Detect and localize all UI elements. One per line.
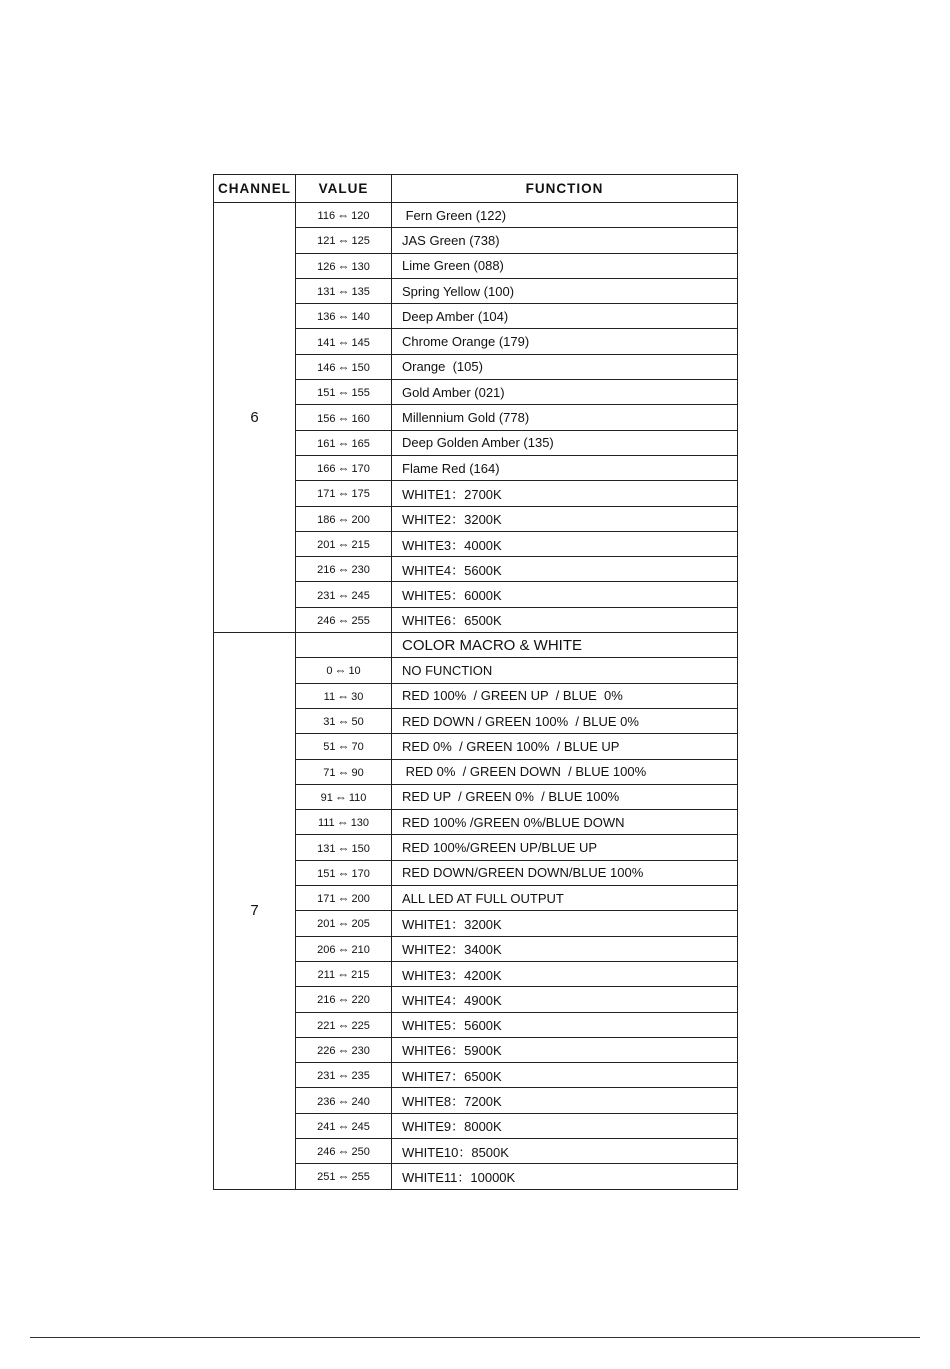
function-cell: Chrome Orange (179) bbox=[392, 329, 738, 354]
function-cell: WHITE6：6500K bbox=[392, 607, 738, 632]
range-to: 135 bbox=[351, 286, 370, 299]
double-arrow-icon: ⇔ bbox=[337, 461, 350, 476]
range-to: 175 bbox=[351, 488, 370, 501]
function-cell: JAS Green (738) bbox=[392, 228, 738, 253]
range-to: 240 bbox=[351, 1095, 370, 1108]
function-cell: Orange (105) bbox=[392, 354, 738, 379]
value-range-cell bbox=[296, 253, 392, 278]
range-from: 201 bbox=[317, 539, 336, 551]
range-to: 150 bbox=[351, 361, 370, 374]
double-arrow-icon: ⇔ bbox=[337, 537, 350, 551]
function-cell: WHITE7：6500K bbox=[392, 1063, 738, 1088]
range-to: 130 bbox=[350, 817, 370, 830]
value-range-cell bbox=[296, 683, 392, 708]
range-from: 201 bbox=[317, 918, 336, 931]
function-cell: WHITE5：6000K bbox=[392, 582, 738, 607]
range-from: 156 bbox=[317, 412, 336, 425]
range-to: 215 bbox=[351, 969, 370, 982]
double-arrow-icon: ⇔ bbox=[337, 891, 350, 906]
double-arrow-icon: ⇔ bbox=[337, 1068, 350, 1083]
range-from: 241 bbox=[317, 1120, 336, 1133]
double-arrow-icon: ⇔ bbox=[337, 385, 350, 400]
value-range-cell bbox=[296, 759, 392, 784]
header-channel: CHANNEL bbox=[214, 175, 296, 203]
range-to: 230 bbox=[351, 564, 370, 577]
double-arrow-icon: ⇔ bbox=[337, 208, 350, 223]
function-cell: RED UP / GREEN 0% / BLUE 100% bbox=[392, 784, 738, 809]
range-to: 120 bbox=[351, 210, 370, 223]
double-arrow-icon: ⇔ bbox=[337, 334, 350, 349]
header-function: FUNCTION bbox=[392, 175, 738, 203]
double-arrow-icon: ⇔ bbox=[337, 511, 350, 526]
value-range-cell bbox=[296, 1088, 392, 1113]
range-to: 10 bbox=[348, 665, 361, 678]
function-cell: WHITE9：8000K bbox=[392, 1113, 738, 1138]
value-range-cell bbox=[296, 886, 392, 911]
function-cell: RED 0% / GREEN DOWN / BLUE 100% bbox=[392, 759, 738, 784]
value-range-cell bbox=[296, 304, 392, 329]
double-arrow-icon: ⇔ bbox=[337, 967, 350, 982]
double-arrow-icon: ⇔ bbox=[337, 562, 350, 577]
function-cell: RED 100% / GREEN UP / BLUE 0% bbox=[392, 683, 738, 708]
range-from: 131 bbox=[317, 842, 336, 855]
function-cell: Fern Green (122) bbox=[392, 203, 738, 228]
value-range-cell bbox=[296, 1063, 392, 1088]
function-cell: RED DOWN/GREEN DOWN/BLUE 100% bbox=[392, 860, 738, 885]
range-to: 255 bbox=[351, 614, 370, 627]
value-range-cell bbox=[296, 228, 392, 253]
function-cell: WHITE6：5900K bbox=[392, 1037, 738, 1062]
value-range-cell bbox=[296, 1138, 392, 1163]
double-arrow-icon: ⇔ bbox=[337, 764, 350, 779]
function-cell: Millennium Gold (778) bbox=[392, 405, 738, 430]
value-range-cell bbox=[296, 329, 392, 354]
function-cell: Deep Amber (104) bbox=[392, 304, 738, 329]
function-cell: WHITE11：10000K bbox=[392, 1164, 738, 1189]
dmx-channel-table bbox=[213, 174, 738, 1190]
function-cell: WHITE5：5600K bbox=[392, 1012, 738, 1037]
value-range-cell bbox=[296, 582, 392, 607]
value-range-cell bbox=[296, 278, 392, 303]
double-arrow-icon: ⇔ bbox=[337, 1169, 350, 1184]
value-range-cell bbox=[296, 658, 392, 683]
function-cell: WHITE2：3200K bbox=[392, 506, 738, 531]
double-arrow-icon: ⇔ bbox=[337, 587, 350, 602]
footer-divider bbox=[30, 1337, 920, 1338]
double-arrow-icon: ⇔ bbox=[337, 1042, 350, 1057]
range-to: 150 bbox=[351, 842, 370, 855]
range-from: 116 bbox=[317, 210, 336, 223]
value-range-cell bbox=[296, 455, 392, 480]
range-to: 235 bbox=[351, 1070, 370, 1083]
value-range-cell bbox=[296, 810, 392, 835]
value-range-cell bbox=[296, 557, 392, 582]
range-from: 186 bbox=[317, 513, 336, 526]
value-range-cell bbox=[296, 860, 392, 885]
range-from: 246 bbox=[317, 1146, 336, 1159]
double-arrow-icon: ⇔ bbox=[337, 1093, 350, 1108]
range-from: 221 bbox=[317, 1019, 336, 1032]
range-from: 11 bbox=[323, 690, 336, 703]
double-arrow-icon: ⇔ bbox=[337, 233, 350, 248]
range-to: 165 bbox=[351, 437, 370, 450]
value-range-cell bbox=[296, 531, 392, 556]
header-value: VALUE bbox=[296, 175, 392, 203]
range-from: 226 bbox=[317, 1044, 336, 1057]
double-arrow-icon: ⇔ bbox=[337, 865, 350, 880]
double-arrow-icon: ⇔ bbox=[337, 309, 350, 324]
value-range-cell bbox=[296, 1037, 392, 1062]
range-from: 0 bbox=[326, 665, 333, 678]
double-arrow-icon: ⇔ bbox=[334, 789, 347, 804]
function-cell: WHITE2：3400K bbox=[392, 936, 738, 961]
function-cell: NO FUNCTION bbox=[392, 658, 738, 683]
function-cell: RED DOWN / GREEN 100% / BLUE 0% bbox=[392, 708, 738, 733]
value-range-cell bbox=[296, 380, 392, 405]
range-from: 111 bbox=[317, 817, 335, 830]
range-from: 251 bbox=[317, 1171, 336, 1184]
range-to: 250 bbox=[351, 1146, 370, 1159]
range-from: 121 bbox=[317, 235, 336, 248]
range-from: 141 bbox=[317, 336, 336, 349]
range-to: 170 bbox=[351, 867, 370, 880]
value-range-cell bbox=[296, 607, 392, 632]
double-arrow-icon: ⇔ bbox=[334, 663, 347, 678]
function-cell: RED 0% / GREEN 100% / BLUE UP bbox=[392, 734, 738, 759]
range-from: 231 bbox=[317, 589, 336, 602]
range-from: 171 bbox=[317, 488, 336, 501]
range-from: 71 bbox=[323, 766, 336, 779]
range-from: 231 bbox=[317, 1070, 336, 1083]
double-arrow-icon: ⇔ bbox=[337, 1017, 350, 1032]
range-from: 151 bbox=[317, 387, 336, 400]
double-arrow-icon: ⇔ bbox=[337, 714, 350, 729]
value-range-cell bbox=[296, 835, 392, 860]
value-range-cell bbox=[296, 481, 392, 506]
double-arrow-icon: ⇔ bbox=[337, 688, 350, 703]
table-row bbox=[214, 203, 738, 228]
function-cell: WHITE10：8500K bbox=[392, 1138, 738, 1163]
function-cell: Lime Green (088) bbox=[392, 253, 738, 278]
range-to: 125 bbox=[351, 235, 370, 248]
range-from: 246 bbox=[317, 614, 336, 627]
range-to: 210 bbox=[351, 943, 370, 956]
range-from: 211 bbox=[317, 969, 336, 982]
function-cell: WHITE8：7200K bbox=[392, 1088, 738, 1113]
range-from: 206 bbox=[317, 943, 336, 956]
range-to: 50 bbox=[351, 716, 364, 729]
function-cell: WHITE4：5600K bbox=[392, 557, 738, 582]
range-to: 255 bbox=[351, 1171, 370, 1184]
value-range-cell bbox=[296, 936, 392, 961]
value-range-cell bbox=[296, 784, 392, 809]
range-from: 136 bbox=[317, 311, 336, 324]
double-arrow-icon: ⇔ bbox=[337, 284, 350, 299]
function-cell: WHITE1：2700K bbox=[392, 481, 738, 506]
range-from: 126 bbox=[317, 260, 336, 273]
range-from: 236 bbox=[317, 1095, 336, 1108]
double-arrow-icon: ⇔ bbox=[337, 1144, 350, 1159]
double-arrow-icon: ⇔ bbox=[337, 992, 350, 1007]
range-from: 31 bbox=[323, 716, 336, 729]
range-from: 91 bbox=[320, 791, 333, 804]
value-range-cell bbox=[296, 911, 392, 936]
function-cell: Flame Red (164) bbox=[392, 455, 738, 480]
range-to: 200 bbox=[351, 513, 370, 526]
range-to: 145 bbox=[351, 336, 370, 349]
value-range-cell bbox=[296, 506, 392, 531]
range-to: 30 bbox=[351, 690, 364, 703]
range-from: 131 bbox=[317, 286, 336, 299]
function-cell: Gold Amber (021) bbox=[392, 380, 738, 405]
range-to: 245 bbox=[351, 1120, 370, 1133]
channel-number-cell: 7 bbox=[214, 633, 296, 1190]
function-cell: WHITE1：3200K bbox=[392, 911, 738, 936]
double-arrow-icon: ⇔ bbox=[337, 840, 350, 855]
value-range-cell bbox=[296, 1113, 392, 1138]
function-cell: WHITE4：4900K bbox=[392, 987, 738, 1012]
range-from: 166 bbox=[317, 463, 336, 476]
range-from: 151 bbox=[317, 867, 336, 880]
range-to: 170 bbox=[351, 463, 370, 476]
double-arrow-icon: ⇔ bbox=[337, 486, 350, 501]
value-range-cell bbox=[296, 734, 392, 759]
section-header-row bbox=[214, 633, 738, 658]
value-range-cell bbox=[296, 1012, 392, 1037]
double-arrow-icon: ⇔ bbox=[337, 359, 350, 374]
range-from: 51 bbox=[323, 741, 336, 754]
function-cell: RED 100% /GREEN 0%/BLUE DOWN bbox=[392, 810, 738, 835]
empty-value-cell bbox=[296, 633, 392, 658]
range-from: 171 bbox=[317, 893, 336, 906]
range-to: 245 bbox=[351, 589, 370, 602]
range-to: 230 bbox=[351, 1044, 370, 1057]
range-to: 110 bbox=[348, 791, 367, 804]
channel-number-cell: 6 bbox=[214, 203, 296, 633]
double-arrow-icon: ⇔ bbox=[337, 410, 350, 425]
function-cell: RED 100%/GREEN UP/BLUE UP bbox=[392, 835, 738, 860]
double-arrow-icon: ⇔ bbox=[337, 1118, 350, 1133]
range-to: 140 bbox=[351, 311, 370, 324]
value-range-cell bbox=[296, 961, 392, 986]
range-from: 216 bbox=[317, 564, 336, 577]
range-from: 216 bbox=[317, 994, 336, 1007]
double-arrow-icon: ⇔ bbox=[336, 815, 349, 830]
double-arrow-icon: ⇔ bbox=[337, 739, 350, 754]
double-arrow-icon: ⇔ bbox=[337, 258, 350, 273]
double-arrow-icon: ⇔ bbox=[337, 435, 350, 450]
range-to: 225 bbox=[351, 1019, 370, 1032]
range-to: 155 bbox=[351, 387, 370, 400]
value-range-cell bbox=[296, 1164, 392, 1189]
value-range-cell bbox=[296, 354, 392, 379]
range-to: 205 bbox=[351, 918, 370, 931]
function-cell: Spring Yellow (100) bbox=[392, 278, 738, 303]
range-to: 130 bbox=[351, 260, 370, 273]
function-cell: WHITE3：4000K bbox=[392, 531, 738, 556]
range-to: 160 bbox=[351, 412, 370, 425]
double-arrow-icon: ⇔ bbox=[337, 941, 350, 956]
function-cell: Deep Golden Amber (135) bbox=[392, 430, 738, 455]
section-title: COLOR MACRO & WHITE bbox=[392, 633, 738, 658]
value-range-cell bbox=[296, 430, 392, 455]
range-to: 220 bbox=[351, 994, 370, 1007]
value-range-cell bbox=[296, 987, 392, 1012]
double-arrow-icon: ⇔ bbox=[337, 612, 350, 627]
value-range-cell bbox=[296, 203, 392, 228]
table-header-row bbox=[214, 175, 738, 203]
function-cell: WHITE3：4200K bbox=[392, 961, 738, 986]
range-to: 215 bbox=[351, 539, 370, 551]
range-to: 200 bbox=[351, 893, 370, 906]
range-to: 70 bbox=[351, 741, 364, 754]
range-from: 161 bbox=[317, 437, 336, 450]
value-range-cell bbox=[296, 405, 392, 430]
function-cell: ALL LED AT FULL OUTPUT bbox=[392, 886, 738, 911]
table-body bbox=[214, 203, 738, 1190]
range-from: 146 bbox=[317, 361, 336, 374]
double-arrow-icon: ⇔ bbox=[337, 916, 350, 931]
range-to: 90 bbox=[351, 766, 364, 779]
value-range-cell bbox=[296, 708, 392, 733]
